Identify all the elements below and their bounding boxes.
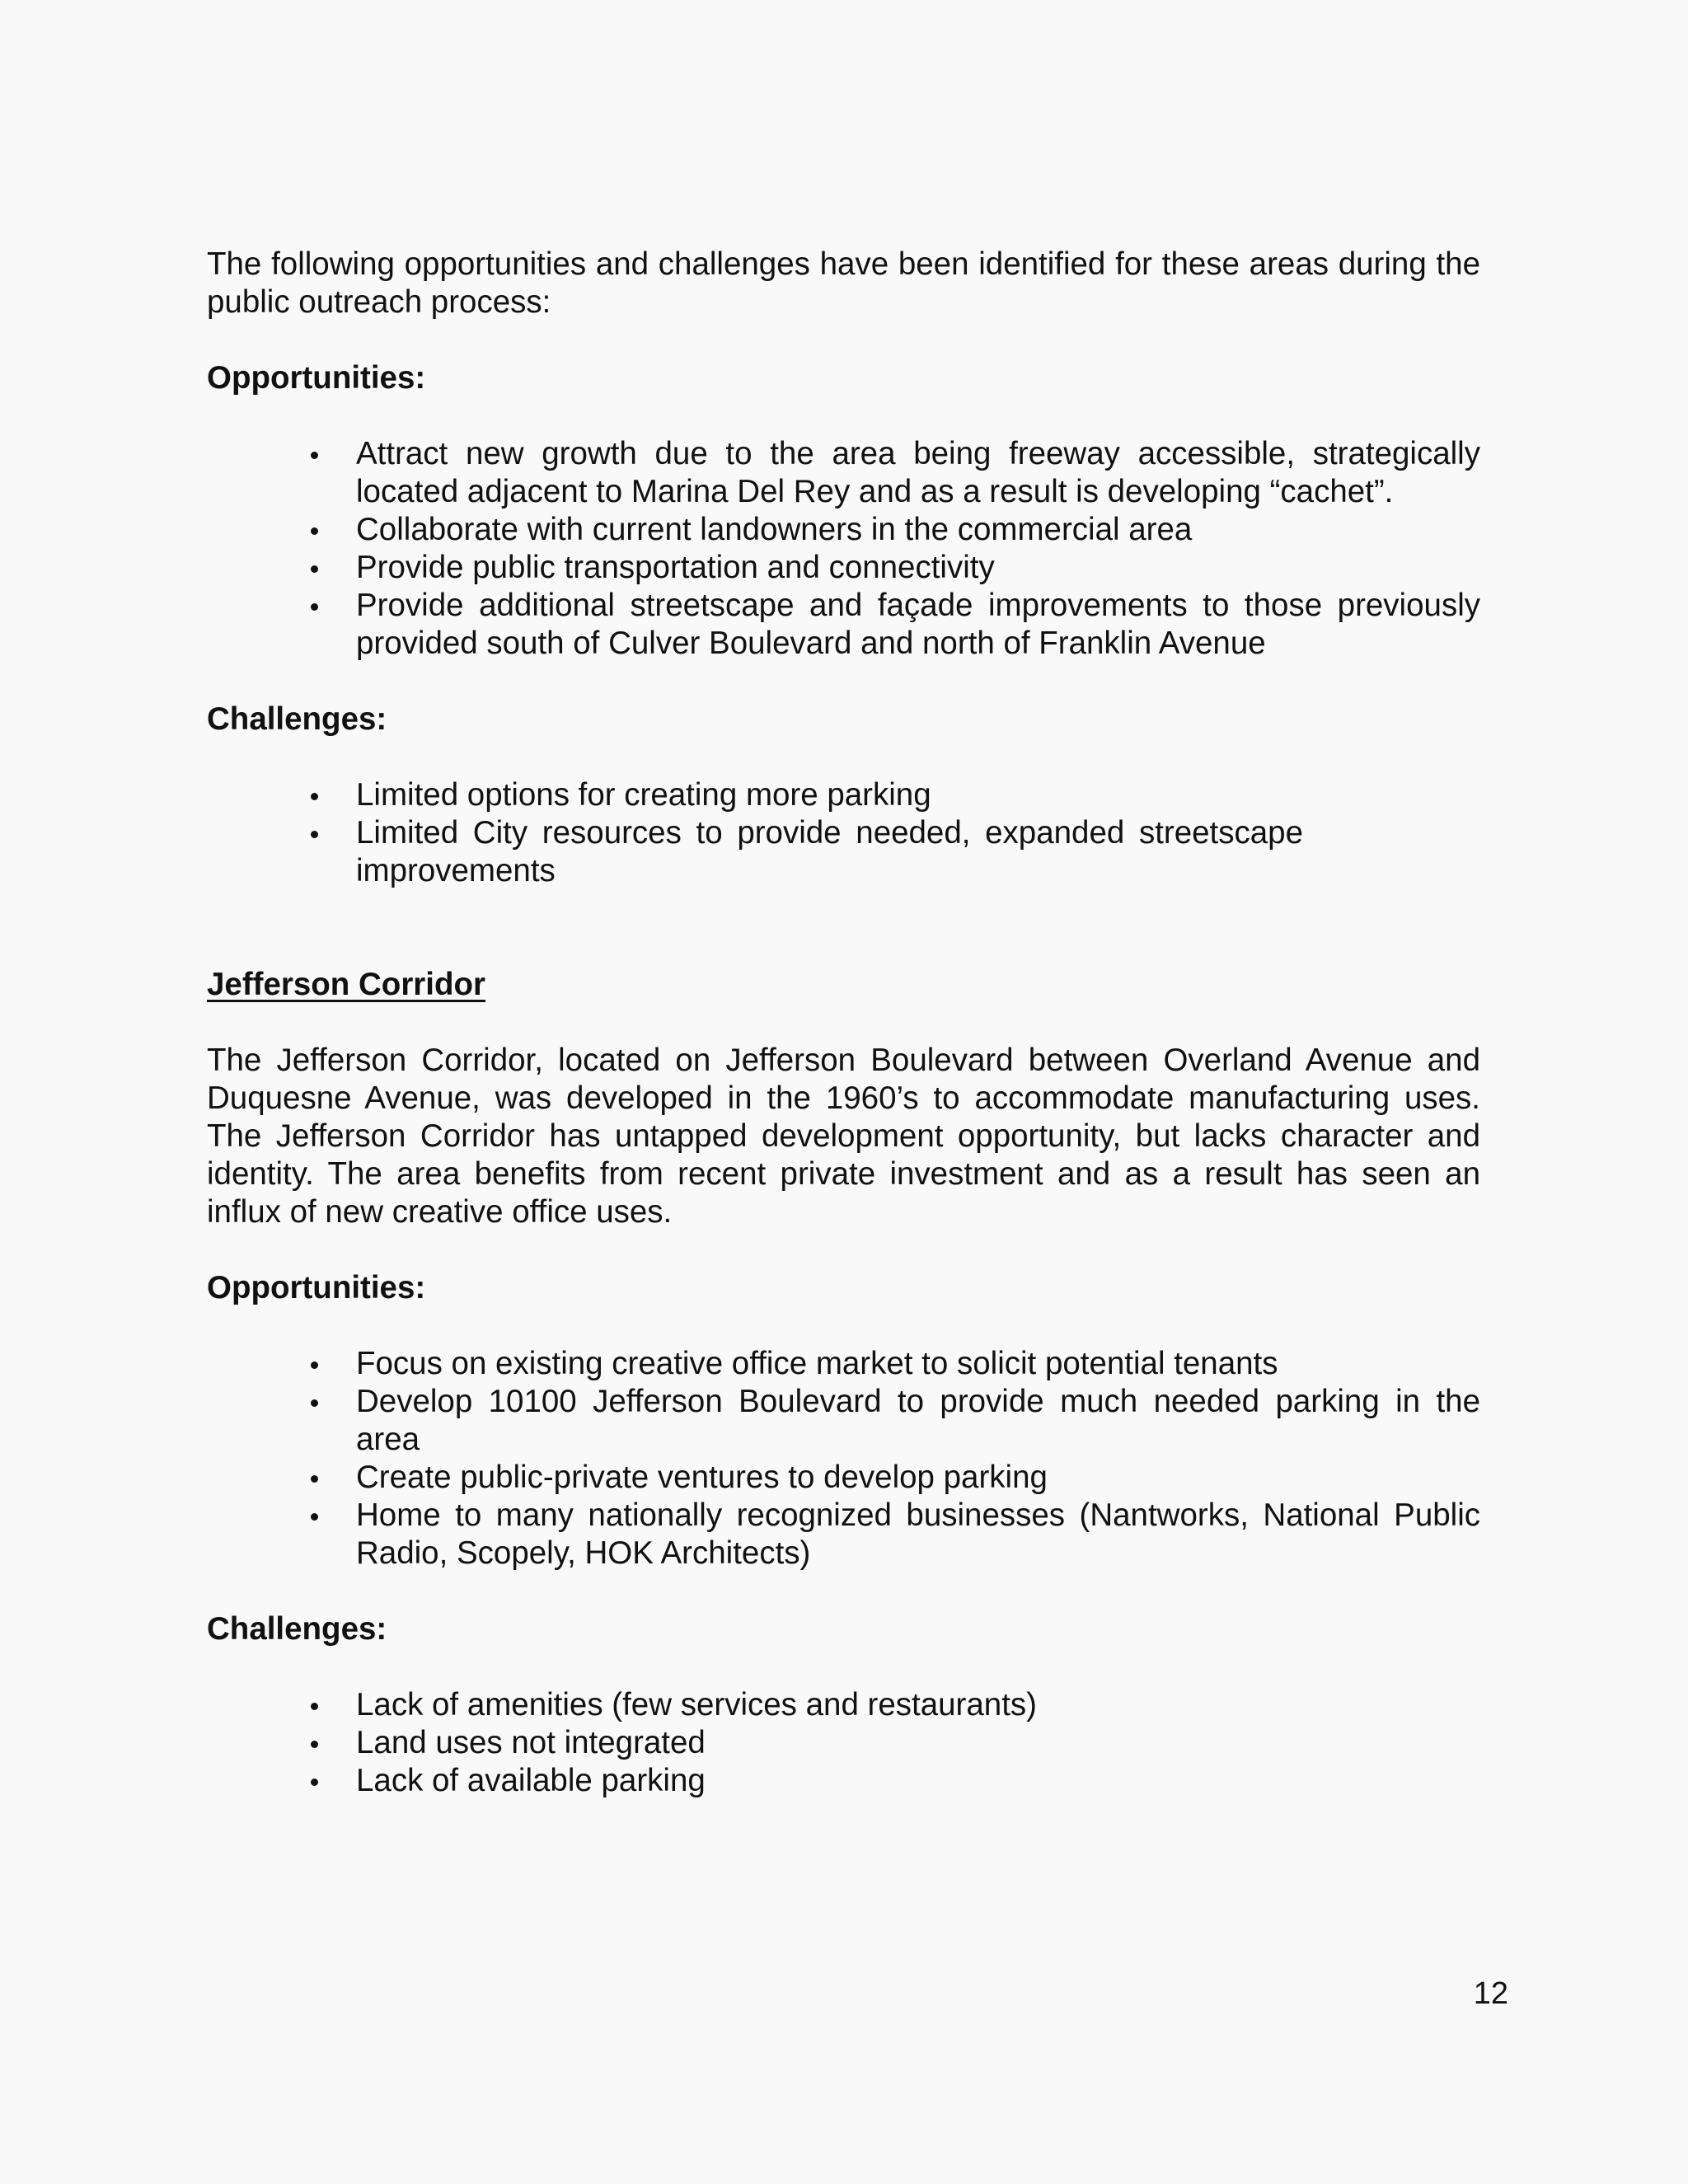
jefferson-challenges-heading: Challenges: — [207, 1611, 387, 1647]
bullet-icon — [311, 1399, 318, 1407]
list-item — [207, 435, 1480, 511]
bullet-icon — [311, 452, 318, 459]
bullet-icon — [311, 1703, 318, 1710]
challenges-list — [207, 776, 1480, 890]
jefferson-corridor-title: Jefferson Corridor — [207, 967, 486, 1002]
bullet-icon — [311, 793, 318, 800]
jefferson-opportunities-list — [207, 1345, 1480, 1572]
list-item — [207, 1762, 1480, 1800]
list-item-text: Home to many nationally recognized businesses (Nantworks, National Public Radio, Scopely, HOK Architects) — [356, 1497, 1480, 1571]
opportunities-list — [207, 435, 1480, 663]
list-item-text: Lack of amenities (few services and restaurants) — [356, 1687, 1037, 1722]
list-item — [207, 814, 1480, 890]
list-item — [207, 511, 1480, 549]
list-item — [207, 1724, 1480, 1762]
page-number: 12 — [1473, 1976, 1508, 2011]
bullet-icon — [311, 1513, 318, 1521]
list-item-text: Collaborate with current landowners in the commercial area — [356, 512, 1193, 547]
intro-paragraph: The following opportunities and challenges have been identified for these areas during the public outreach process: — [207, 246, 1480, 320]
challenges-heading: Challenges: — [207, 701, 387, 737]
list-item-text: Provide additional streetscape and façade improvements to those previously provided south of Culver Boulevard and north of Franklin Avenue — [356, 588, 1480, 661]
bullet-icon — [311, 565, 318, 573]
list-item — [207, 776, 1480, 814]
opportunities-heading: Opportunities: — [207, 360, 426, 396]
list-item-text: Create public-private ventures to develop parking — [356, 1460, 1048, 1495]
bullet-icon — [311, 1779, 318, 1786]
list-item-text: Limited options for creating more parking — [356, 777, 931, 813]
list-item — [207, 1497, 1480, 1572]
list-item — [207, 1383, 1480, 1459]
jefferson-opportunities-heading: Opportunities: — [207, 1270, 426, 1305]
bullet-icon — [311, 527, 318, 535]
bullet-icon — [311, 1475, 318, 1483]
list-item-text: Provide public transportation and connectivity — [356, 550, 995, 585]
document-page — [207, 246, 1480, 1838]
list-item-text: Develop 10100 Jefferson Boulevard to provide much needed parking in the area — [356, 1384, 1480, 1457]
list-item — [207, 1459, 1480, 1497]
bullet-icon — [311, 1741, 318, 1748]
list-item-text: Lack of available parking — [356, 1763, 706, 1798]
jefferson-challenges-list — [207, 1686, 1480, 1800]
bullet-icon — [311, 1361, 318, 1369]
bullet-icon — [311, 603, 318, 611]
list-item — [207, 1345, 1480, 1383]
list-item-text: Land uses not integrated — [356, 1725, 706, 1760]
list-item-text: Focus on existing creative office market to solicit potential tenants — [356, 1346, 1278, 1381]
list-item — [207, 587, 1480, 663]
bullet-icon — [311, 831, 318, 838]
list-item-text: Limited City resources to provide needed, expanded streetscape improvements — [356, 815, 1303, 888]
list-item-text: Attract new growth due to the area being freeway accessible, strategically located adjacent to Marina Del Rey and as a result is developing “cachet”. — [356, 436, 1480, 509]
list-item — [207, 549, 1480, 587]
jefferson-description: The Jefferson Corridor, located on Jefferson Boulevard between Overland Avenue and Duquesne Avenue, was developed in the 1960’s to accommodate manufacturing uses. The Jefferson Corridor has untapped development opportunity, but lacks character and identity. The area benefits from recent private investment and as a result has seen an influx of new creative office uses. — [207, 1043, 1480, 1230]
list-item — [207, 1686, 1480, 1724]
